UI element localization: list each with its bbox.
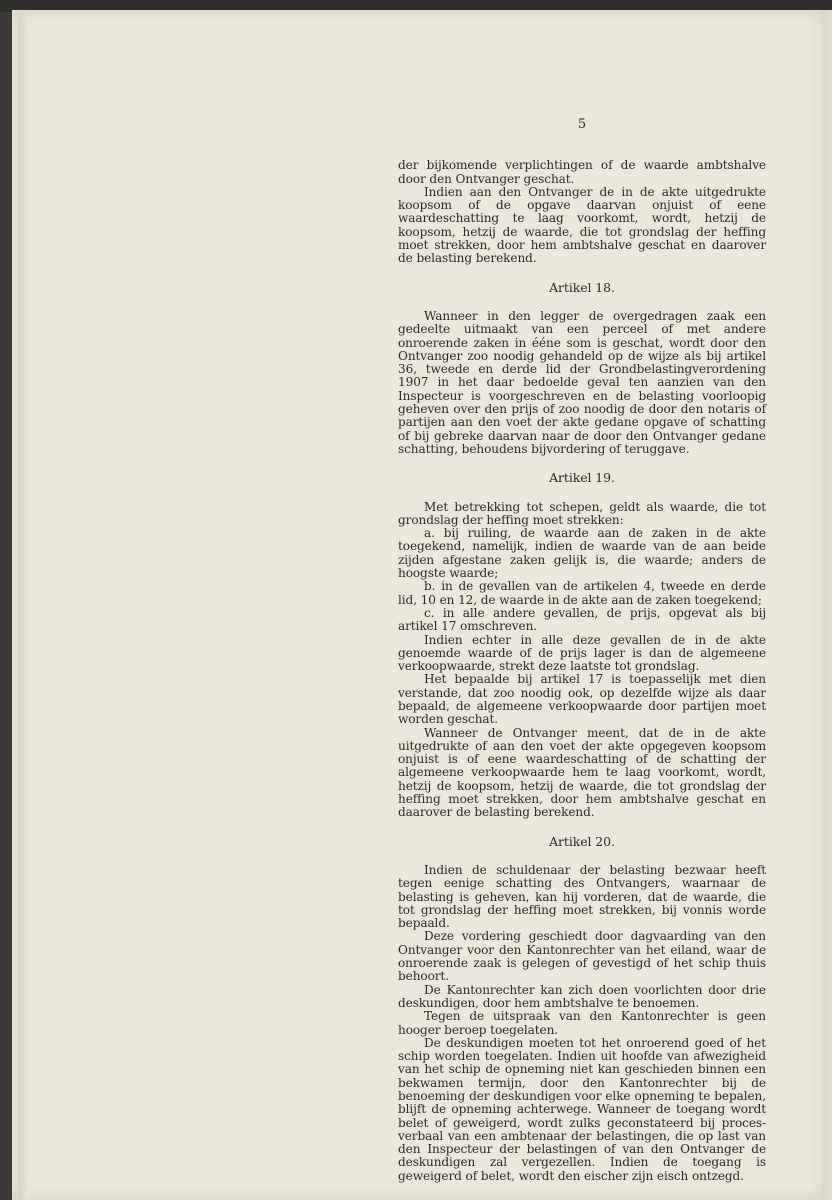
page-right-edge	[822, 10, 832, 1200]
paragraph: der bijkomende verplichtingen of de waarde ambtshalve door den Ontvanger geschat.	[398, 158, 766, 186]
paragraph: Het bepaalde bij artikel 17 is toepasselijk met dien verstande, dat zoo noodig ook, op dezelfde wijze als daar bepaald, de algemeene verkoopwaarde door partijen moet worden geschat.	[398, 672, 766, 727]
paragraph: De deskundigen moeten tot het onroerend goed of het schip worden toegelaten. Indien uit hoofde van afwezigheid van het schip de opneming niet kan geschieden binnen een bekwamen termijn, door den Kantonrechter bij de benoeming der deskundigen voor elke opneming te bepalen, blijft de opneming achterwege. Wanneer de toegang wordt belet of geweigerd, wordt zulks geconstateerd bij proces-verbaal van een ambtenaar der belastingen, die op last van den Inspecteur der belastingen of van den Ontvanger de deskundigen zal vergezellen. Indien de toegang is geweigerd of belet, wordt den eischer zijn eisch ontzegd.	[398, 1035, 766, 1183]
article-heading: Artikel 20.	[549, 833, 615, 849]
text-column	[398, 118, 766, 1183]
page-binding-edge	[18, 14, 28, 1200]
body-text	[398, 159, 766, 1183]
paragraph: Indien echter in alle deze gevallen de in de akte genoemde waarde of de prijs lager is dan de algemeene verkoopwaarde, strekt deze laatste tot grondslag.	[398, 632, 766, 674]
paragraph: Indien aan den Ontvanger de in de akte uitgedrukte koopsom of de opgave daarvan onjuist of eene waardeschatting te laag voorkomt, wordt, hetzij de koopsom, hetzij de waarde, die tot grondslag der heffing moet strekken, door hem ambtshalve geschat en daarover de belasting berekend.	[398, 184, 766, 266]
paragraph: a. bij ruiling, de waarde aan de zaken in de akte toegekend, namelijk, indien de waarde van de aan beide zijden afgestane zaken gelijk is, die waarde; anders de hoogste waarde;	[398, 526, 766, 581]
article-heading: Artikel 18.	[549, 279, 615, 295]
paragraph: Met betrekking tot schepen, geldt als waarde, die tot grondslag der heffing moet strekken:	[398, 499, 766, 527]
paragraph: b. in de gevallen van de artikelen 4, tweede en derde lid, 10 en 12, de waarde in de akte aan de zaken toegekend;	[398, 579, 766, 607]
article-heading: Artikel 19.	[549, 470, 615, 486]
page-number: 5	[577, 117, 587, 132]
paragraph: De Kantonrechter kan zich doen voorlichten door drie deskundigen, door hem ambtshalve te benoemen.	[398, 982, 766, 1010]
paragraph: Deze vordering geschiedt door dagvaarding van den Ontvanger voor den Kantonrechter van het eiland, waar de onroerende zaak is gelegen of gevestigd of het schip thuis behoort.	[398, 929, 766, 984]
paragraph: Tegen de uitspraak van den Kantonrechter is geen hooger beroep toegelaten.	[398, 1009, 766, 1037]
paragraph: Wanneer in den legger de overgedragen zaak een gedeelte uitmaakt van een perceel of met andere onroerende zaken in ééne som is geschat, wordt door den Ontvanger zoo noodig gehandeld op de wijze als bij artikel 36, tweede en derde lid der Grondbelastingverordening 1907 in het daar bedoelde geval ten aanzien van den Inspecteur is voorgeschreven en de belasting voorloopig geheven over den prijs of zoo noodig de door den notaris of partijen aan den voet der akte gedane opgave of schatting of bij gebreke daarvan naar de door den Ontvanger gedane schatting, behoudens bijvordering of teruggave.	[398, 308, 766, 456]
paragraph: c. in alle andere gevallen, de prijs, opgevat als bij artikel 17 omschreven.	[398, 605, 766, 634]
paragraph: Wanneer de Ontvanger meent, dat de in de akte uitgedrukte of aan den voet der akte opgegeven koopsom onjuist is of eene waardeschatting of de schatting der algemeene verkoopwaarde hem te laag voorkomt, wordt, hetzij de koopsom, hetzij de waarde, die tot grondslag der heffing moet strekken, door hem ambtshalve geschat en daarover de belasting berekend.	[398, 725, 766, 820]
paragraph: Indien de schuldenaar der belasting bezwaar heeft tegen eenige schatting des Ontvangers, waarnaar de belasting is geheven, kan hij vorderen, dat de waarde, die tot grondslag der heffing moet strekken, bij vonnis worde bepaald.	[398, 862, 766, 931]
